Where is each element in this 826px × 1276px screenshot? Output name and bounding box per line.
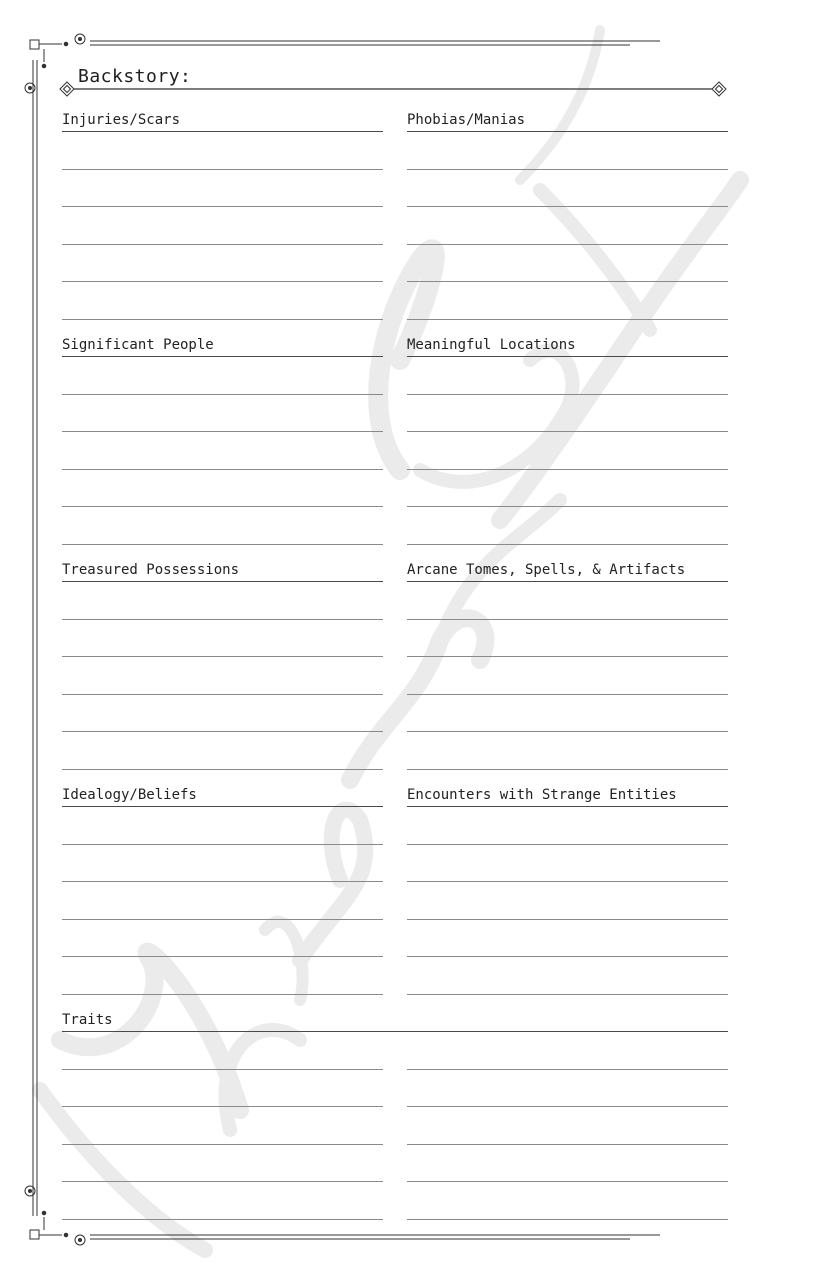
writing-line[interactable] bbox=[407, 657, 728, 695]
writing-line[interactable] bbox=[407, 432, 728, 470]
writing-line[interactable] bbox=[407, 1182, 728, 1220]
writing-line[interactable] bbox=[62, 695, 383, 733]
writing-line[interactable] bbox=[62, 507, 383, 545]
writing-line[interactable] bbox=[62, 732, 383, 770]
writing-line[interactable] bbox=[62, 807, 383, 845]
writing-line[interactable] bbox=[62, 170, 383, 208]
writing-line[interactable] bbox=[62, 920, 383, 958]
writing-line[interactable] bbox=[62, 582, 383, 620]
writing-line[interactable] bbox=[407, 1070, 728, 1108]
writing-line[interactable] bbox=[407, 732, 728, 770]
writing-line[interactable] bbox=[407, 507, 728, 545]
writing-line[interactable] bbox=[62, 207, 383, 245]
section-treasured-possessions bbox=[62, 560, 383, 770]
section-label: Arcane Tomes, Spells, & Artifacts bbox=[407, 560, 728, 582]
section-injuries-scars bbox=[62, 110, 383, 320]
writing-line[interactable] bbox=[62, 845, 383, 883]
section-label: Significant People bbox=[62, 335, 383, 357]
section-label: Injuries/Scars bbox=[62, 110, 383, 132]
writing-line[interactable] bbox=[62, 357, 383, 395]
writing-line[interactable] bbox=[62, 1182, 383, 1220]
writing-line[interactable] bbox=[62, 1070, 383, 1108]
writing-line[interactable] bbox=[407, 1107, 728, 1145]
section-encounters bbox=[407, 785, 728, 995]
writing-line[interactable] bbox=[62, 245, 383, 283]
writing-line[interactable] bbox=[407, 207, 728, 245]
writing-line[interactable] bbox=[407, 582, 728, 620]
writing-line[interactable] bbox=[407, 920, 728, 958]
writing-line[interactable] bbox=[407, 695, 728, 733]
writing-line[interactable] bbox=[62, 620, 383, 658]
writing-line[interactable] bbox=[407, 170, 728, 208]
section-traits bbox=[62, 1010, 383, 1220]
writing-line[interactable] bbox=[62, 1032, 383, 1070]
writing-line[interactable] bbox=[407, 1032, 728, 1070]
section-label: Idealogy/Beliefs bbox=[62, 785, 383, 807]
writing-line[interactable] bbox=[407, 132, 728, 170]
section-label: Phobias/Manias bbox=[407, 110, 728, 132]
writing-line[interactable] bbox=[62, 395, 383, 433]
section-label: Treasured Possessions bbox=[62, 560, 383, 582]
page-title: Backstory: bbox=[78, 66, 192, 87]
writing-line[interactable] bbox=[62, 1145, 383, 1183]
section-label: Encounters with Strange Entities bbox=[407, 785, 728, 807]
writing-line[interactable] bbox=[407, 395, 728, 433]
writing-line[interactable] bbox=[407, 282, 728, 320]
writing-line[interactable] bbox=[62, 957, 383, 995]
section-traits-right bbox=[407, 1032, 728, 1220]
writing-line[interactable] bbox=[407, 357, 728, 395]
writing-line[interactable] bbox=[62, 132, 383, 170]
writing-line[interactable] bbox=[62, 470, 383, 508]
writing-line[interactable] bbox=[62, 432, 383, 470]
writing-line[interactable] bbox=[407, 620, 728, 658]
writing-line[interactable] bbox=[407, 1145, 728, 1183]
writing-line[interactable] bbox=[62, 657, 383, 695]
section-idealogy-beliefs bbox=[62, 785, 383, 995]
writing-line[interactable] bbox=[62, 882, 383, 920]
section-meaningful-locations bbox=[407, 335, 728, 545]
writing-line[interactable] bbox=[407, 245, 728, 283]
writing-line[interactable] bbox=[62, 1107, 383, 1145]
section-label: Traits bbox=[62, 1010, 728, 1032]
writing-line[interactable] bbox=[62, 282, 383, 320]
writing-line[interactable] bbox=[407, 845, 728, 883]
section-significant-people bbox=[62, 335, 383, 545]
writing-line[interactable] bbox=[407, 957, 728, 995]
section-arcane-tomes bbox=[407, 560, 728, 770]
writing-line[interactable] bbox=[407, 807, 728, 845]
writing-line[interactable] bbox=[407, 470, 728, 508]
section-label: Meaningful Locations bbox=[407, 335, 728, 357]
writing-line[interactable] bbox=[407, 882, 728, 920]
section-phobias-manias bbox=[407, 110, 728, 320]
